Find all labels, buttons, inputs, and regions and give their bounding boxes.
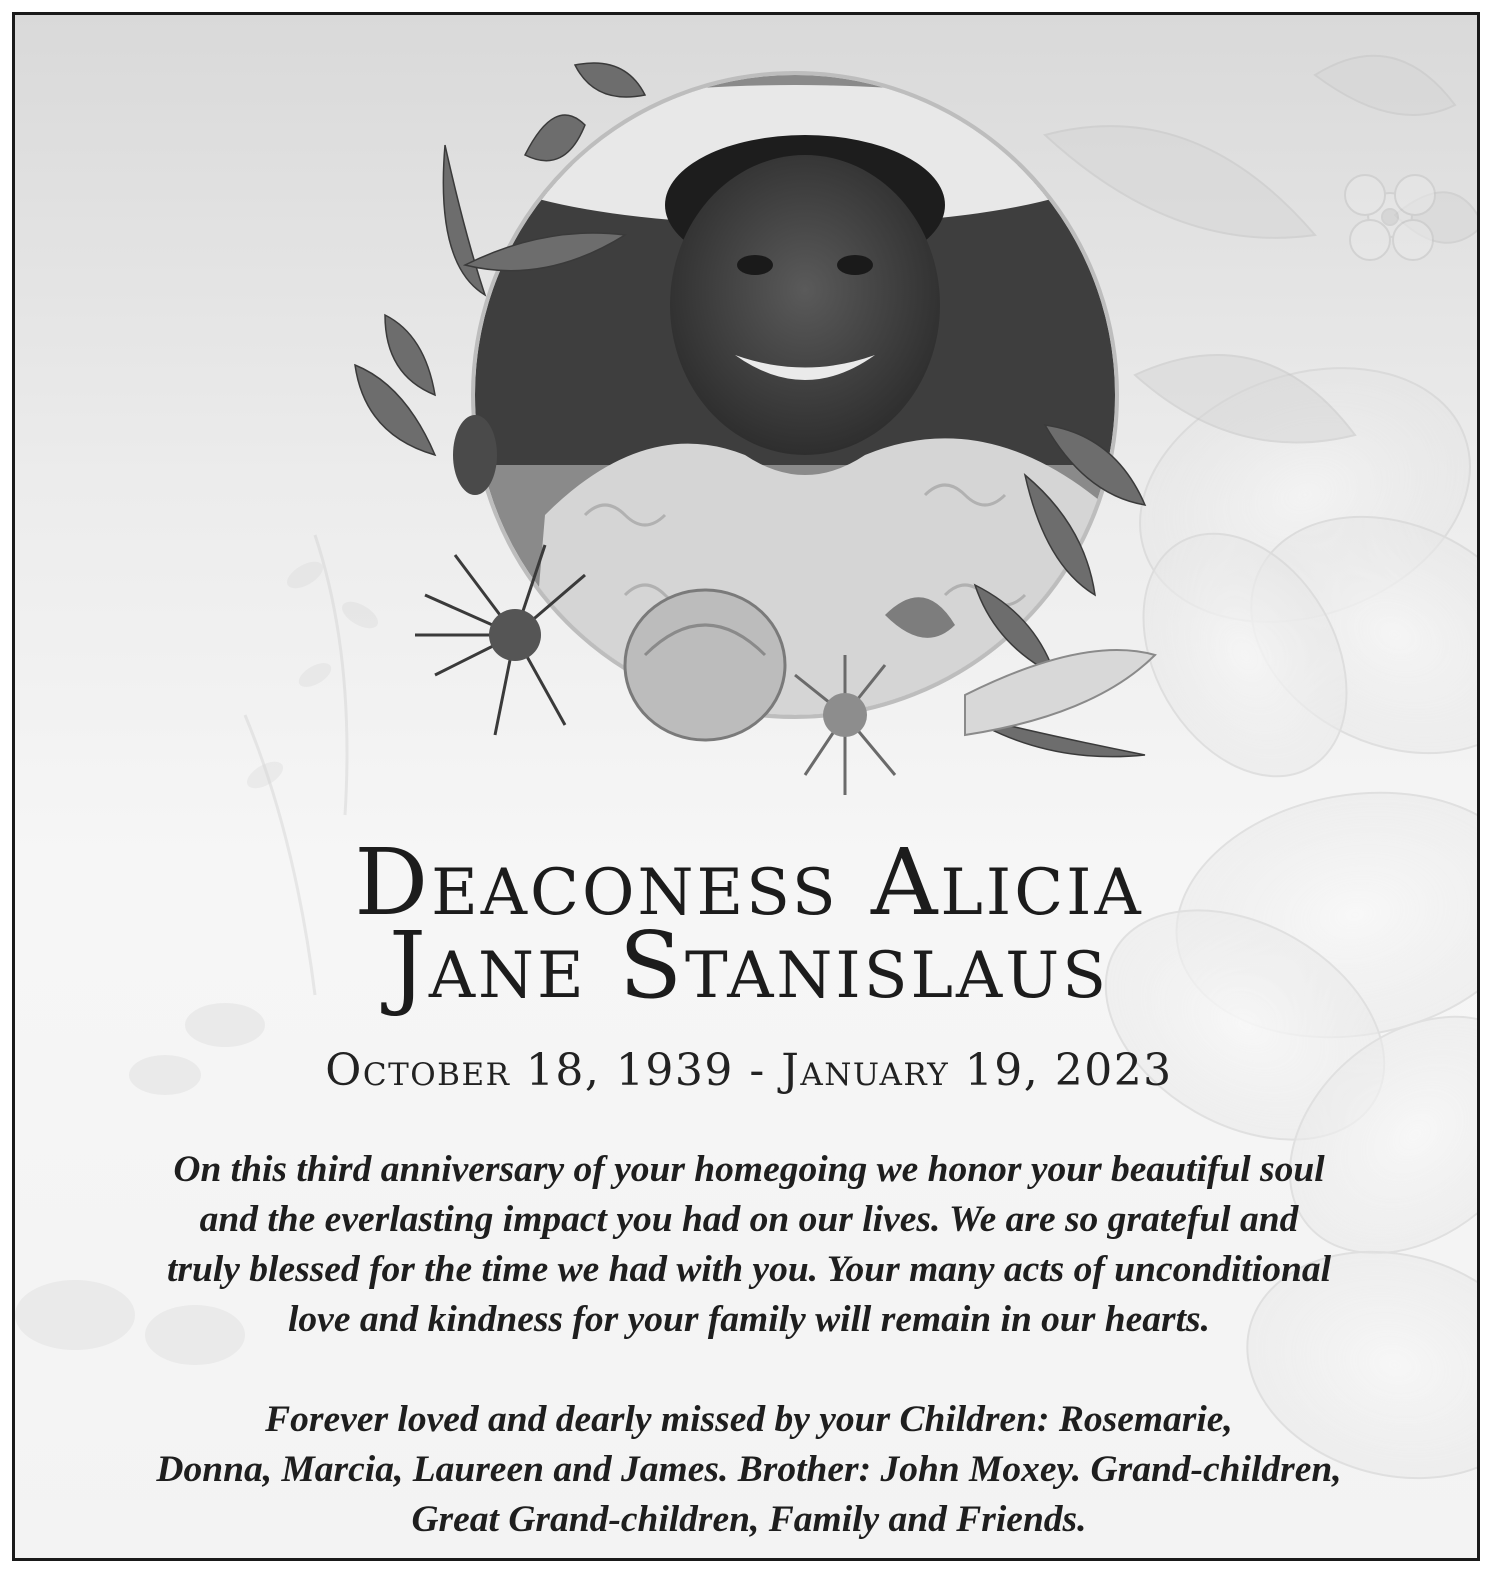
- deceased-name-line-2: Jane Stanislaus: [388, 912, 1110, 1019]
- life-dates: October 18, 1939 - January 19, 2023: [325, 1045, 1173, 1096]
- family-paragraph: [45, 1395, 1453, 1545]
- portrait-with-wreath: [325, 35, 1205, 855]
- family-line: Donna, Marcia, Laureen and James. Brother: John Moxey. Grand-children,: [156, 1449, 1342, 1490]
- tribute-paragraph: [45, 1145, 1453, 1345]
- tribute-line: love and kindness for your family will remain in our hearts.: [288, 1299, 1210, 1340]
- tribute-line: and the everlasting impact you had on our lives. We are so grateful and: [199, 1199, 1299, 1240]
- tribute-line: On this third anniversary of your homegoing we honor your beautiful soul: [173, 1149, 1325, 1190]
- memorial-card: [12, 12, 1480, 1561]
- family-line: Forever loved and dearly missed by your Children: Rosemarie,: [265, 1399, 1233, 1440]
- tribute-line: truly blessed for the time we had with you. Your many acts of unconditional: [166, 1249, 1332, 1290]
- deceased-name-line-1: Deaconess Alicia: [354, 829, 1144, 936]
- family-line: Great Grand-children, Family and Friends.: [411, 1499, 1087, 1540]
